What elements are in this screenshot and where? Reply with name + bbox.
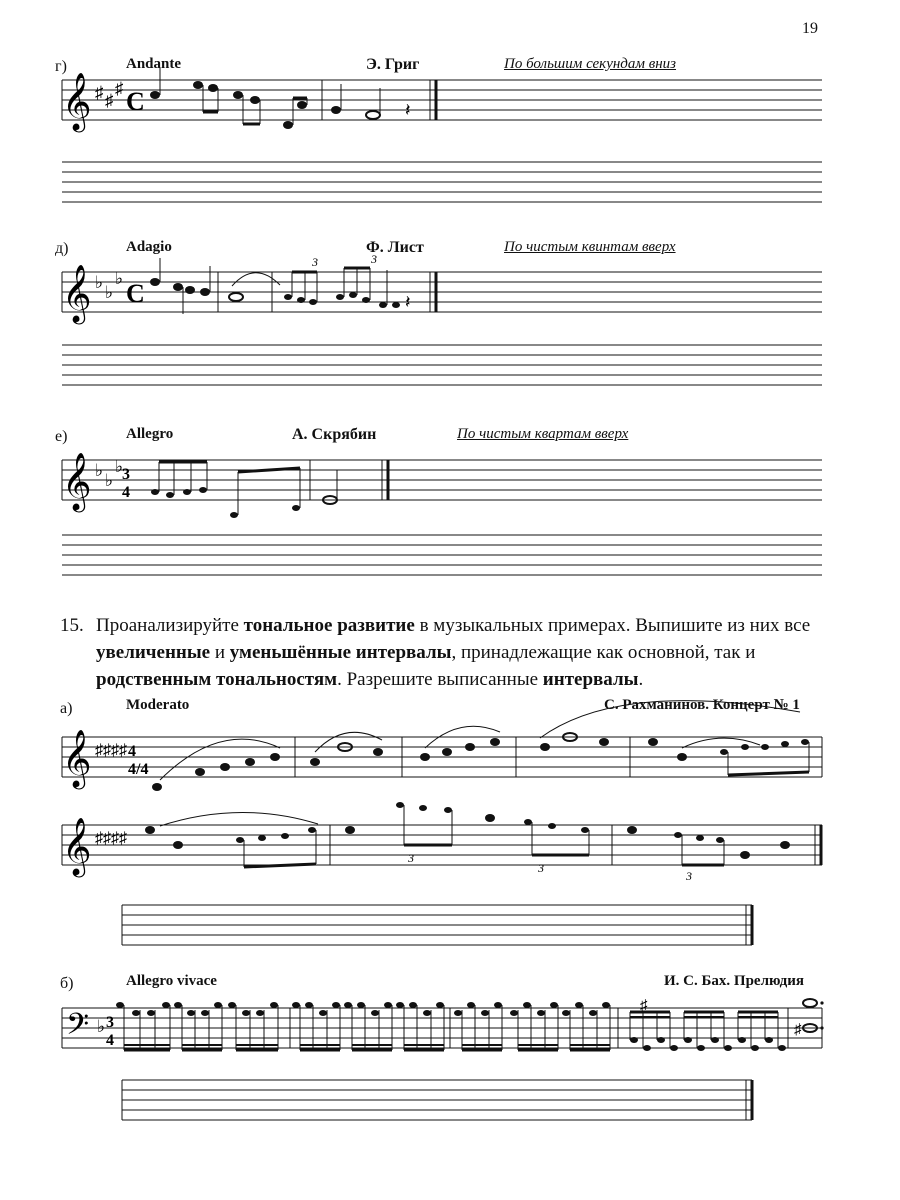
blank-staff-g	[62, 162, 822, 202]
treble-clef-icon: 𝄞	[62, 264, 92, 322]
tuplet-label: 3	[408, 851, 414, 865]
composer-scriabin: А. Скрябин	[292, 426, 377, 443]
staff-e	[62, 460, 822, 500]
quarter-rest-icon: 𝄽	[405, 100, 411, 120]
task-perfect-fifths-up: По чистым квинтам вверх	[504, 239, 676, 255]
sub-example-letter-b: б)	[60, 975, 74, 992]
quarter-rest-icon: 𝄽	[405, 292, 411, 312]
composer-bach: И. С. Бах. Прелюдия	[664, 973, 804, 989]
treble-clef-icon: 𝄞	[62, 817, 92, 875]
tempo-moderato: Moderato	[126, 697, 190, 713]
notes-e	[151, 460, 337, 518]
sharp-icon: ♯	[105, 91, 114, 110]
blank-staff-b	[122, 1080, 752, 1120]
notes-a1	[152, 733, 809, 791]
example-letter-d: д)	[55, 240, 69, 257]
flat-icon: ♭	[105, 283, 114, 302]
notes-d	[150, 258, 400, 314]
staff-d	[62, 272, 822, 312]
tempo-allegro: Allegro	[126, 426, 174, 442]
sharp-icon: ♯	[95, 83, 104, 102]
tuplet-label: 3	[371, 252, 377, 266]
flat-icon: ♭	[95, 461, 104, 480]
time-signature: C	[126, 87, 145, 116]
svg-text:4: 4	[128, 743, 136, 760]
task-perfect-fourths-up: По чистым квартам вверх	[457, 426, 629, 442]
composer-grieg: Э. Григ	[366, 56, 420, 73]
sharp-icon: ♯	[115, 79, 124, 98]
time-signature: 4/4	[128, 761, 149, 778]
blank-staff-d	[62, 345, 822, 385]
sub-example-letter-a: а)	[60, 700, 73, 717]
exercise-text: Проанализируйте тональное развитие в музыкальных примерах. Выпишите из них все увеличенные и уменьшённые интервалы, принадлежащие как основной, так и родственным тональностям. Разрешите выписанные интервалы.	[96, 615, 811, 690]
flat-icon: ♭	[97, 1017, 106, 1036]
staff-b	[62, 1008, 822, 1048]
exercise-number: 15.	[60, 615, 84, 636]
flat-icon: ♭	[95, 273, 104, 292]
time-signature-bottom: 4	[106, 1032, 114, 1049]
treble-clef-icon: 𝄞	[62, 452, 92, 510]
tuplet-label: 3	[538, 861, 544, 875]
treble-clef-icon: 𝄞	[62, 729, 92, 787]
sharp-icon: ♯♯♯♯	[95, 742, 127, 759]
sharp-icon: ♯♯♯♯	[95, 830, 127, 847]
tempo-adagio: Adagio	[126, 239, 172, 255]
flat-icon: ♭	[115, 457, 124, 476]
example-letter-e: е)	[55, 428, 68, 445]
composer-rachmaninov: С. Рахманинов. Концерт № 1	[604, 697, 800, 713]
sharp-icon: ♯	[640, 998, 648, 1014]
blank-staff-e	[62, 535, 822, 575]
bass-clef-icon: 𝄢	[66, 1008, 90, 1049]
staff-g	[62, 80, 822, 120]
sharp-icon: ♯	[794, 1022, 802, 1038]
time-signature-top: 3	[122, 466, 130, 483]
flat-icon: ♭	[115, 269, 124, 288]
tempo-allegro-vivace: Allegro vivace	[126, 973, 217, 989]
example-letter-g: г)	[55, 58, 67, 75]
tempo-andante: Andante	[126, 56, 182, 72]
time-signature-bottom: 4	[122, 484, 130, 501]
treble-clef-icon: 𝄞	[62, 72, 92, 130]
time-signature: C	[126, 279, 145, 308]
tuplet-label: 3	[686, 869, 692, 883]
flat-icon: ♭	[105, 471, 114, 490]
composer-liszt: Ф. Лист	[366, 239, 424, 256]
tuplet-label: 3	[312, 255, 318, 269]
staff-a1	[62, 737, 822, 777]
task-major-seconds-down: По большим секундам вниз	[504, 56, 677, 72]
blank-staff-a	[122, 905, 752, 945]
time-signature-top: 3	[106, 1014, 114, 1031]
page-number: 19	[802, 20, 818, 37]
